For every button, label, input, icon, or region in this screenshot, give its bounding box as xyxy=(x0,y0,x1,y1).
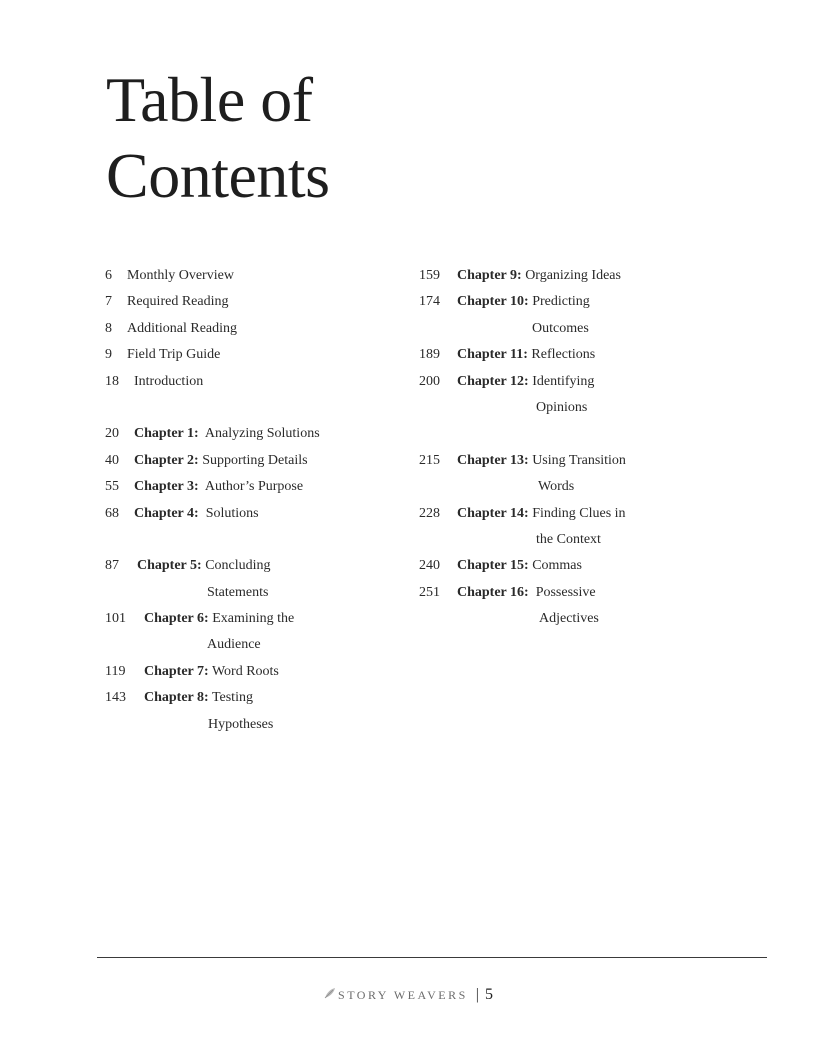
toc-entry-title: Reflections xyxy=(531,347,596,363)
toc-entry-title: Supporting Details xyxy=(202,452,308,468)
title-line-2: Contents xyxy=(106,140,330,211)
toc-page-number: 20 xyxy=(105,426,119,442)
toc-entry[interactable] xyxy=(105,421,405,447)
toc-entry-title: Examining the xyxy=(212,611,295,627)
toc-page-number: 159 xyxy=(419,268,440,283)
chapter-label: Chapter 14: xyxy=(457,505,529,521)
toc-entry-continuation xyxy=(419,395,699,421)
toc-entry-title: Concluding xyxy=(205,558,271,574)
page-number: 5 xyxy=(484,986,493,1003)
toc-page-number: 119 xyxy=(105,663,126,679)
toc-entry[interactable] xyxy=(105,448,405,474)
toc-entry[interactable] xyxy=(105,263,405,289)
toc-entry-title: Word Roots xyxy=(211,663,279,679)
toc-entry[interactable] xyxy=(419,501,699,527)
toc-page-number: 87 xyxy=(105,558,119,574)
toc-entry[interactable] xyxy=(419,342,699,368)
toc-page-number: 8 xyxy=(105,320,112,336)
footer-divider xyxy=(97,957,767,958)
chapter-label: Chapter 13: xyxy=(457,452,529,468)
toc-entry[interactable] xyxy=(105,369,405,395)
toc-page-number: 174 xyxy=(419,294,440,310)
toc-entry[interactable] xyxy=(105,553,405,579)
chapter-label: Chapter 10: xyxy=(457,294,529,310)
toc-page-number: 18 xyxy=(105,373,119,389)
toc-entry-title-continuation: Words xyxy=(538,479,575,495)
chapter-label: Chapter 16: xyxy=(457,584,529,600)
brand-name: STORY WEAVERS xyxy=(338,988,468,1002)
chapter-label: Chapter 15: xyxy=(457,558,529,574)
toc-entry[interactable] xyxy=(419,448,699,474)
toc-page-number: 68 xyxy=(105,505,119,521)
toc-entry-title: Possessive xyxy=(535,584,596,600)
toc-entry-title: Predicting xyxy=(532,294,590,310)
toc-page-number: 215 xyxy=(419,452,440,468)
chapter-label: Chapter 9: xyxy=(457,268,522,283)
toc-entry-title: Monthly Overview xyxy=(127,268,234,283)
toc-entry-title: Solutions xyxy=(205,505,259,521)
toc-entry-continuation xyxy=(419,316,699,342)
toc-page-number: 228 xyxy=(419,505,440,521)
toc-page-number: 7 xyxy=(105,294,112,310)
toc-entry-title: Organizing Ideas xyxy=(525,268,621,283)
chapter-label: Chapter 6: xyxy=(144,611,209,627)
chapter-label: Chapter 12: xyxy=(457,373,529,389)
toc-page-number: 143 xyxy=(105,690,126,706)
toc-entry[interactable] xyxy=(419,580,699,606)
toc-entry-title: Introduction xyxy=(134,373,204,389)
toc-entry-title: Testing xyxy=(211,690,253,706)
toc-entry-title-continuation: Audience xyxy=(207,637,261,653)
toc-entry[interactable] xyxy=(419,553,699,579)
toc-entry[interactable] xyxy=(105,316,405,342)
toc-page-number: 189 xyxy=(419,347,440,363)
toc-entry[interactable] xyxy=(419,263,699,289)
toc-page-number: 6 xyxy=(105,268,112,283)
toc-entry-continuation xyxy=(419,527,699,553)
chapter-label: Chapter 1: xyxy=(134,426,199,442)
chapter-label: Chapter 4: xyxy=(134,505,199,521)
toc-page-number: 55 xyxy=(105,479,119,495)
toc-entry-continuation xyxy=(105,632,405,658)
toc-entry-title-continuation: Opinions xyxy=(536,399,588,415)
toc-entry-title-continuation: Outcomes xyxy=(532,320,589,336)
toc-entry-title: Finding Clues in xyxy=(532,505,626,521)
toc-entry-continuation xyxy=(105,580,405,606)
toc-page-number: 200 xyxy=(419,373,440,389)
toc-entry[interactable] xyxy=(105,606,405,632)
toc-entry-title: Field Trip Guide xyxy=(127,347,221,363)
toc-entry[interactable] xyxy=(419,369,699,395)
chapter-label: Chapter 8: xyxy=(144,690,209,706)
toc-entry-title: Commas xyxy=(532,558,582,574)
toc-entry-title: Analyzing Solutions xyxy=(204,426,320,442)
toc-page-number: 101 xyxy=(105,611,126,627)
footer-separator: | xyxy=(475,986,479,1003)
toc-entry-title: Using Transition xyxy=(532,452,626,468)
page-title xyxy=(106,62,330,214)
toc-page-number: 9 xyxy=(105,347,112,363)
toc-entry-title-continuation: Adjectives xyxy=(539,611,599,627)
chapter-label: Chapter 2: xyxy=(134,452,199,468)
toc-entry-continuation xyxy=(105,712,405,738)
page-footer xyxy=(0,986,816,1004)
chapter-label: Chapter 5: xyxy=(137,558,202,574)
toc-entry-title: Identifying xyxy=(532,373,595,389)
chapter-label: Chapter 7: xyxy=(144,663,209,679)
chapter-label: Chapter 11: xyxy=(457,347,528,363)
title-line-1: Table of xyxy=(106,64,313,135)
toc-page-number: 240 xyxy=(419,558,440,574)
toc-entry-title: Author’s Purpose xyxy=(204,479,304,495)
toc-entry-title-continuation: Statements xyxy=(207,584,269,600)
toc-entry-title-continuation: Hypotheses xyxy=(208,716,274,732)
toc-right-column xyxy=(419,263,699,632)
toc-entry[interactable] xyxy=(105,474,405,500)
toc-page-number: 40 xyxy=(105,452,119,468)
leaf-logo-icon xyxy=(323,986,337,1000)
toc-entry-continuation xyxy=(419,474,699,500)
toc-entry[interactable] xyxy=(105,685,405,711)
toc-entry-title: Additional Reading xyxy=(127,320,238,336)
chapter-label: Chapter 3: xyxy=(134,479,199,495)
toc-entry[interactable] xyxy=(105,501,405,527)
toc-entry-title-continuation: the Context xyxy=(536,531,601,547)
toc-entry-title: Required Reading xyxy=(127,294,229,310)
toc-entry[interactable] xyxy=(105,289,405,315)
toc-entry[interactable] xyxy=(105,342,405,368)
toc-left-column xyxy=(105,263,405,738)
toc-entry-continuation xyxy=(419,606,699,632)
toc-page-number: 251 xyxy=(419,584,440,600)
toc-entry[interactable] xyxy=(105,659,405,685)
toc-entry[interactable] xyxy=(419,289,699,315)
